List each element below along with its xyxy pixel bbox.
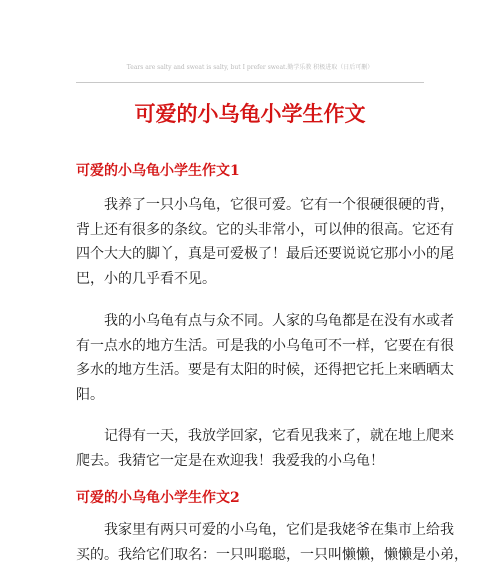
header-divider: [76, 82, 424, 83]
text-line: 我的小乌龟有点与众不同。人家的乌龟都是在没有水或者: [104, 313, 454, 329]
text-line: 阳。: [76, 386, 104, 403]
paragraph-2-1: [76, 518, 468, 567]
text-line: 多水的地方生活。要是有太阳的时候，还得把它托上来晒晒太: [76, 362, 454, 379]
text-line: 买的。我给它们取名：一只叫聪聪，一只叫懒懒，懒懒是小弟，: [76, 546, 468, 563]
paragraph-1-1: [76, 193, 454, 291]
paragraph-1-3: [76, 424, 454, 473]
text-line: 记得有一天，我放学回家，它看见我来了，就在地上爬来: [104, 428, 454, 444]
text-line: 背上还有很多的条纹。它的头非常小，可以伸的很高。它还有: [76, 221, 454, 238]
section-heading-2: 可爱的小乌龟小学生作文2: [76, 490, 240, 506]
document-title: 可爱的小乌龟小学生作文: [134, 101, 366, 126]
section-heading-1: 可爱的小乌龟小学生作文1: [76, 163, 240, 179]
paragraph-1-2: [76, 309, 454, 407]
text-line: 爬去。我猜它一定是在欢迎我！我爱我的小乌龟！: [76, 452, 384, 469]
page-header-text: Tears are salty and sweat is salty, but I prefer sweat.勤学乐教 积极进取（日后可删）: [126, 64, 374, 71]
text-line: 巴，小的几乎看不见。: [76, 270, 216, 287]
text-line: 我养了一只小乌龟，它很可爱。它有一个很硬很硬的背，: [104, 197, 454, 213]
text-line: 我家里有两只可爱的小乌龟，它们是我姥爷在集市上给我: [104, 522, 454, 538]
text-line: 四个大大的脚丫，真是可爱极了！最后还要说说它那小小的尾: [76, 246, 454, 263]
text-line: 有一点水的地方生活。可是我的小乌龟可不一样，它要在有很: [76, 337, 454, 354]
